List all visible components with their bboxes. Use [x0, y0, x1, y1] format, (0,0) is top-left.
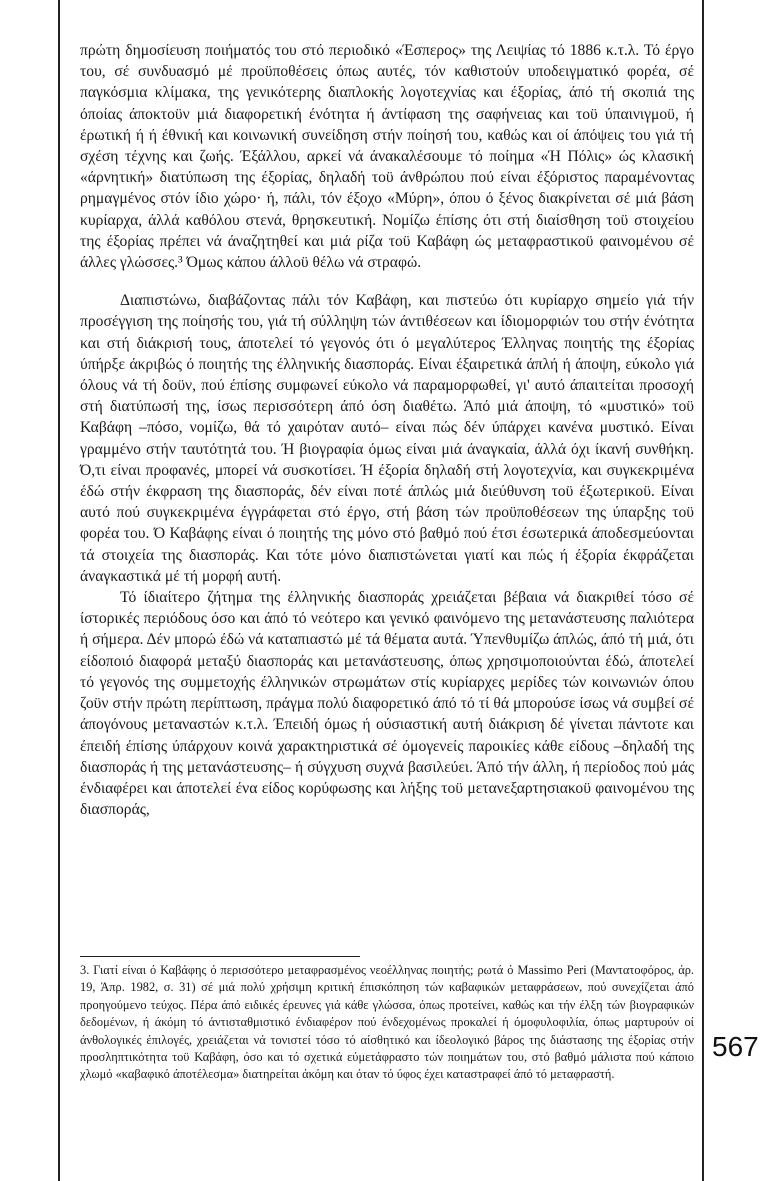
footnote: 3. Γιατί είναι ό Καβάφης ό περισσότερο μεταφρασμένος νεοέλληνας ποιητής; ρωτά ό Massimo Peri (Μαντατοφόρος, άρ. 19, Άπρ. 1982, σ. 31) σέ μιά πολύ χρήσιμη κριτική έπισκόπηση τών καβαφικών μεταφράσεων, πού συνεχίζεται άπό προηγούμενο τεύχος. Πέρα άπό ειδικές έρευνες γιά κάθε γλώσσα, όπως προτείνει, καθώς και τήν έλξη τών βιογραφικών δεδομένων, ή άκόμη τό άντισταθμιστικό ένδιαφέρον πού ένδεχομένως προκαλεί ή όμοφυλοφιλία, όπως μαρτυρούν οί άνθολογικές έπιλογές, χρειάζεται νά τονιστεί τόσο τό αίσθητικό και ίδεολογικό βάρος της διάστασης της έξορίας στήν προσληπτικότητα τοϋ Καβάφη, όσο και τό σχετικά εύμετάφραστο τών ποιημάτων του, στό βαθμό μάλιστα πού κάποιο χλωμό «καβαφικό άποτέλεσμα» διατηρείται άκόμη και όταν τό ύφος έχει καταστραφεί άπό τό μεταφραστή. [80, 963, 694, 1082]
main-text-block [80, 40, 694, 820]
paragraph: πρώτη δημοσίευση ποιήματός του στό περιοδικό «Έσπερος» της Λειψίας τό 1886 κ.τ.λ. Τό έργο του, σέ συνδυασμό μέ προϋποθέσεις όπως αυτές, τόν καθιστούν υποδειγματικό φορέα, σέ παγκόσμια κλίμακα, της γενικότερης διαπλοκής λογοτεχνίας και έξορίας, άπό τή σκοπιά της όποίας άποκτοϋν μιά διαφορετική ένότητα ή άντίφαση της σαφήνειας και τοϋ ύπαινιγμοϋ, ή έρωτική ή ή έθνική και κοινωνική συνείδηση στήν ποίησή του, καθώς και οί άπόψεις του γιά τή σχέση τέχνης και ζωής. Έξάλλου, αρκεί νά άνακαλέσουμε τό ποίημα «Ή Πόλις» ώς κλασική «άρνητική» διατύπωση της έξορίας, δηλαδή τοϋ άνθρώπου πού είναι έξόριστος παραμένοντας ρημαγμένος στόν ίδιο χώρο· ή, πάλι, τόν έξοχο «Μύρη», όπου ό ξένος διακρίνεται σέ μιά βάση κυρίαρχα, άλλά καθόλου στενά, θρησκευτική. Νομίζω έπίσης ότι στή διαίσθηση τοϋ στοιχείου της έξορίας πρέπει νά άναζητηθεί και μιά ρίζα τοϋ Καβάφη ώς μεταφραστικοϋ φαινομένου σέ άλλες γλώσσες.³ Όμως κάπου άλλοϋ θέλω νά στραφώ. [80, 42, 694, 272]
paragraph: Τό ίδιαίτερο ζήτημα της έλληνικής διασποράς χρειάζεται βέβαια νά διακριθεί τόσο σέ ίστορικές περιόδους όσο και άπό τό νεότερο και γενικό φαινόμενο της μετανάστευσης παλιότερα ή σήμερα. Δέν μπορώ έδώ νά καταπιαστώ μέ τά θέματα αυτά. Ύπενθυμίζω άπλώς, άπό τή μιά, ότι είδοποιό διαφορά μεταξύ διασποράς και μετανάστευσης, όπως χρησιμοποιούνται έδώ, άποτελεί τό γεγονός της συμμετοχής έλληνικών στρωμάτων στίς κυρίαρχες μερίδες τών κοινωνιών όπου ζοϋν στήν πρώτη περίπτωση, πράγμα πολύ διαφορετικό άπό τό τί θά μπορούσε ίσως νά συμβεί σέ άπογόνους μεταναστών κ.τ.λ. Έπειδή όμως ή ούσιαστική αυτή διάκριση δέ γίνεται πάντοτε και έπειδή έπίσης ύπάρχουν κοινά χαρακτηριστικά σέ όμογενείς παροικίες κάθε είδους –δηλαδή της διασποράς ή της μετανάστευσης– ή σύγχυση συχνά βασιλεύει. Άπό τήν άλλη, ή περίοδος πού μάς ένδιαφέρει και άποτελεί ένα είδος κορύφωσης και λήξης τοϋ μετανεξαρτησιακοϋ φαινομένου της διασποράς, [80, 589, 694, 819]
left-margin-rule [58, 0, 60, 1181]
footnote-separator [80, 956, 360, 957]
paragraph: Διαπιστώνω, διαβάζοντας πάλι τόν Καβάφη, και πιστεύω ότι κυρίαρχο σημείο γιά τήν προσέγγιση της ποίησής του, γιά τή σύλληψη τών άντιθέσεων και ίδιομορφιών του στήν ένότητα και στή διάκρισή τους, άποτελεί τό γεγονός ότι ό μεγαλύτερος Έλληνας ποιητής της έξορίας ύπήρξε άκριβώς ό ποιητής της έλληνικής διασποράς. Είναι έξαιρετικά άπλή ή άποψη, εύκολο γιά όλους νά τή δοϋν, πού έπίσης συμφωνεί εύκολο νά παραμορφωθεί, γι' αυτό άπαιτείται προσοχή στή διατύπωσή της, ίσως περισσότερη άπό όση διαθέτω. Άπό μιά άποψη, τό «μυστικό» τοϋ Καβάφη –πόσο, νομίζω, θά τό χαιρόταν αυτό– είναι πώς δέν ύπάρχει κανένα μυστικό. Είναι γραμμένο στήν ταυτότητά του. Ή βιογραφία όμως είναι μιά άναγκαία, άλλά όχι ίκανή συνθήκη. Ό,τι είναι προφανές, μπορεί νά συσκοτίσει. Ή έξορία δηλαδή στή λογοτεχνία, και συγκεκριμένα έδώ στήν έκφραση της διασποράς, δέν είναι ποτέ άπλώς μιά διεύθυνση τοϋ έξωτερικοϋ. Είναι αυτό πού συγκεκριμένα έγγράφεται στό έργο, στή βάση τών προϋποθέσεων της ύπαρξης τοϋ φορέα του. Ό Καβάφης είναι ό ποιητής της μόνο στό βαθμό πού έτσι έσωτερικά άποδεσμεύονται τά στοιχεία της διασποράς. Και τότε μόνο διαπιστώνεται γιατί και πώς ή έξορία έκφράζεται άναγκαστικά μέ τή μορφή αυτή. [80, 292, 694, 585]
page-number: 567 [712, 1031, 759, 1062]
right-margin-rule [702, 0, 704, 1181]
footnotes [80, 962, 694, 1084]
